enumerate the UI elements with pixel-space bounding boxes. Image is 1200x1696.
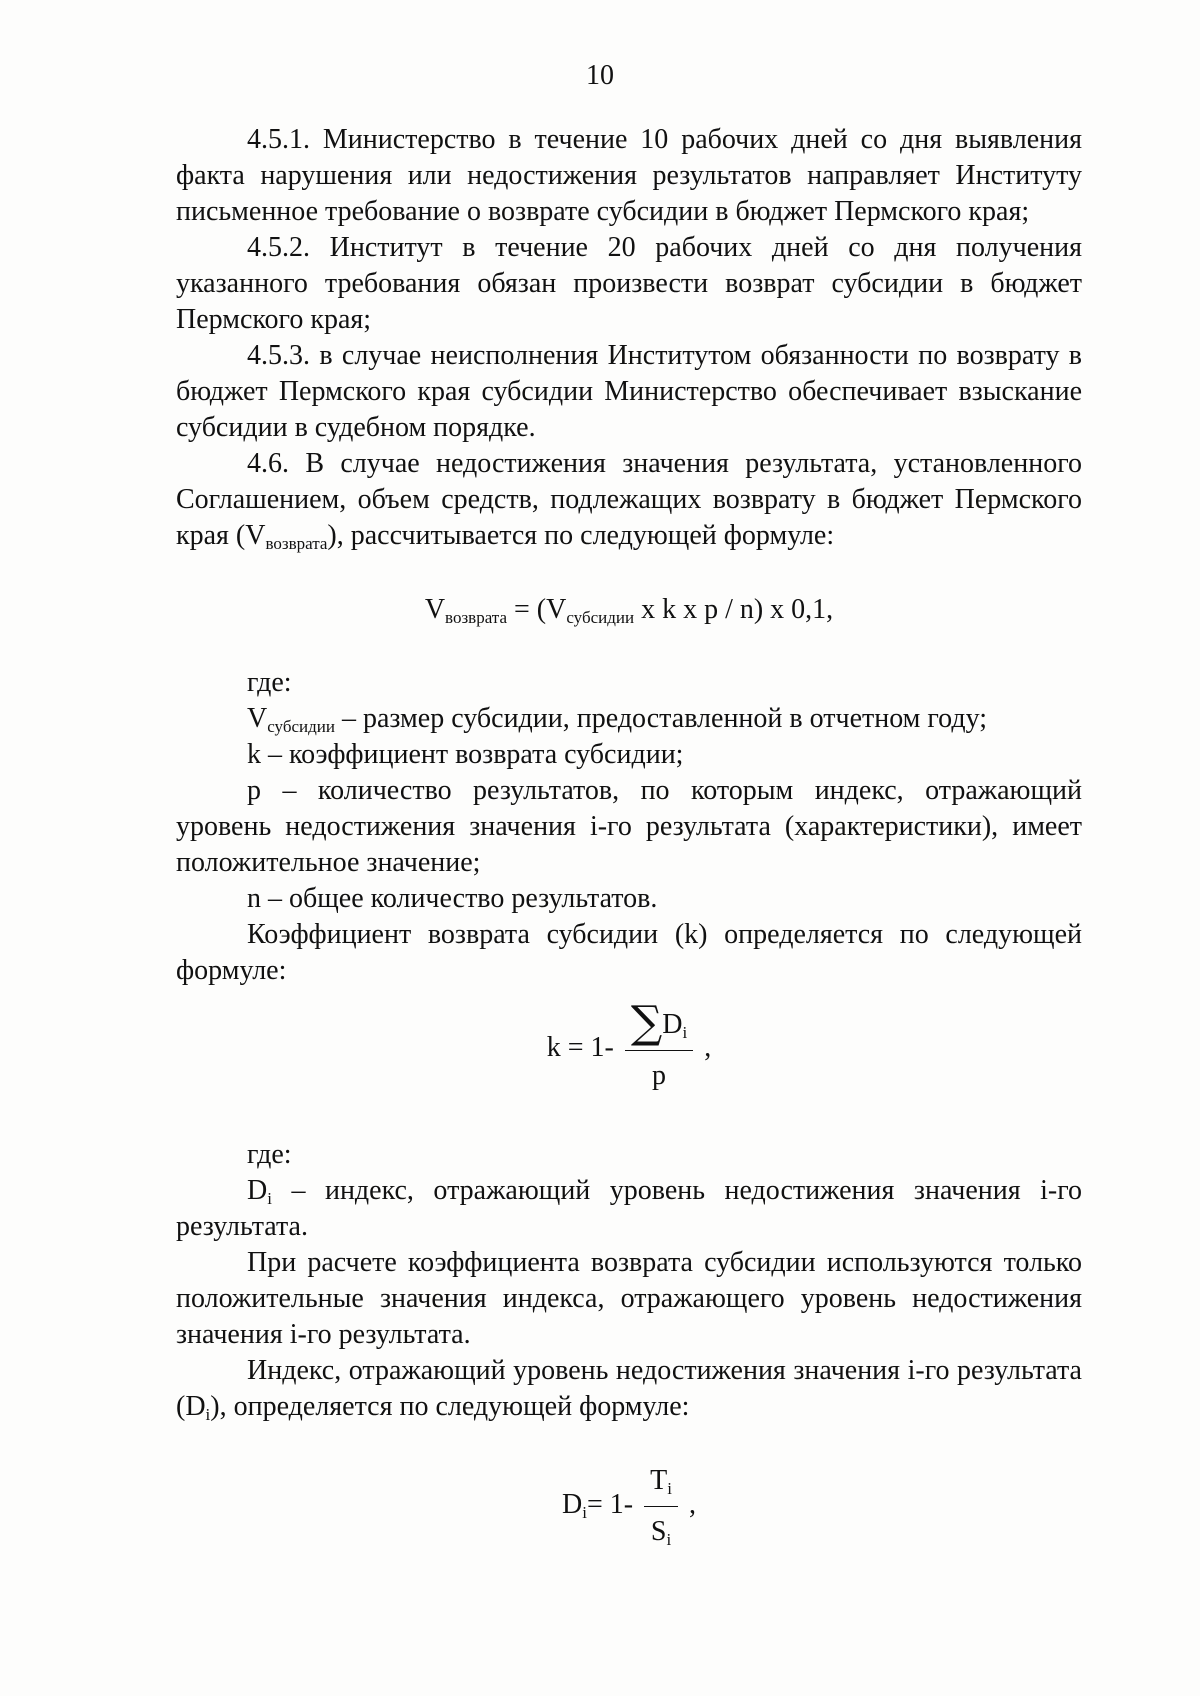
definition-v-subsidy: $V_{субсидии}$ – размер субсидии, предоставленной в отчетном году; (247, 703, 988, 736)
calculation-note: При расчете коэффициента возврата субсидии используются только положительные значения индекса, отражающего уровень недостижения значения i-го результата. (176, 1247, 1082, 1350)
definition-n: n – общее количество результатов. (247, 883, 658, 914)
fraction-d: $\frac{T_i}{S_i}$ (644, 1462, 678, 1551)
body-text-top (176, 122, 1082, 554)
body-text-lower (176, 1137, 1082, 1425)
definition-k: k – коэффициент возврата субсидии; (247, 739, 684, 770)
paragraph-4-5-1: 4.5.1. Министерство в течение 10 рабочих дней со дня выявления факта нарушения или недостижения результатов направляет Институту письменное требование о возврате субсидии в бюджет Пермского края; (176, 124, 1082, 227)
definition-d: $D_i$ – индекс, отражающий уровень недостижения значения i-го результата. (176, 1175, 1082, 1242)
d-formula-intro: Индекс, отражающий уровень недостижения значения i-го результата $(D_i)$, определяется по следующей формуле: (176, 1355, 1082, 1424)
page-number: 10 (586, 60, 614, 91)
formula-d: $D_i= 1-$ $\frac{T_i}{S_i}$ , (176, 1462, 1082, 1551)
definition-p: p – количество результатов, по которым индекс, отражающий уровень недостижения значения i-го результата (характеристики), имеет положительное значение; (176, 775, 1082, 878)
paragraph-4-5-3: 4.5.3. в случае неисполнения Институтом обязанности по возврату в бюджет Пермского края субсидии Министерство обеспечивает взыскание субсидии в судебном порядке. (176, 340, 1082, 443)
where-label-2: где: (247, 1139, 292, 1170)
where-label-1: где: (247, 667, 292, 698)
paragraph-4-5-2: 4.5.2. Институт в течение 20 рабочих дней со дня получения указанного требования обязан произвести возврат субсидии в бюджет Пермского края; (176, 232, 1082, 335)
sigma-symbol: ∑ (630, 997, 663, 1048)
formula-k: k = 1- $\frac{\sum D_i}{p}$ , (176, 1004, 1082, 1095)
k-formula-intro: Коэффициент возврата субсидии (k) определяется по следующей формуле: (176, 919, 1082, 986)
formula-v-return: $V_{возврата} = (V_{субсидии}$ x k x p / n) x 0,1, (424, 594, 834, 627)
fraction-k: $\frac{\sum D_i}{p}$ (625, 1004, 693, 1095)
paragraph-4-6: 4.6. В случае недостижения значения результата, установленного Соглашением, объем средств, подлежащих возврату в бюджет Пермского края $(V_{возврата})$, рассчитывается по следующей формуле: (176, 448, 1082, 553)
body-text-middle (176, 665, 1082, 989)
